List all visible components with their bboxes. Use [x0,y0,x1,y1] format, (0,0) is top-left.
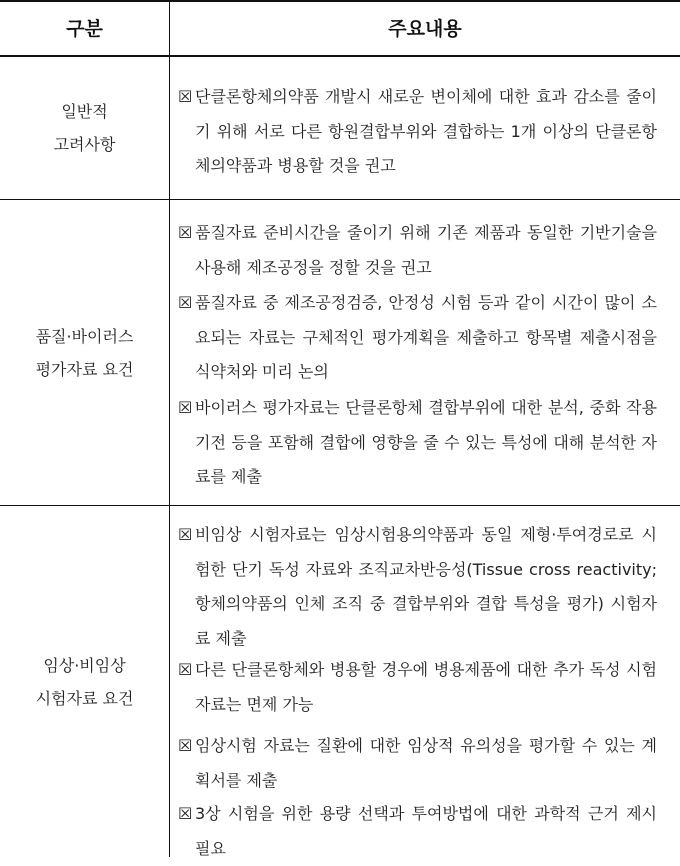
row-category-general [0,57,169,199]
header-content: 주요내용 [388,18,462,40]
column-divider [169,0,170,857]
list-item [178,391,657,495]
category-line: 시험자료 요건 [35,688,134,708]
checkbox-icon: ☒ [178,660,193,679]
list-item [178,797,657,866]
item-text: 품질자료 중 제조공정검증, 안정성 시험 등과 같이 시간이 많이 소요되는 자료는 구체적인 평가계획을 제출하고 항목별 제출시점을 식약처와 미리 논의 [195,293,657,381]
item-text: 단클론항체의약품 개발시 새로운 변이체에 대한 효과 감소를 줄이기 위해 서로 다른 항원결합부위와 결합하는 1개 이상의 단클론항체의약품과 병용할 것을 권고 [195,87,657,175]
category-line: 평가자료 요건 [35,359,134,379]
list-item [178,216,657,285]
category-line: 일반적 [61,102,108,121]
checkbox-icon: ☒ [178,293,193,312]
checkbox-icon: ☒ [178,525,193,544]
list-item [178,518,657,656]
row-category-quality-virus [0,200,169,505]
list-item [178,653,657,722]
checkbox-icon: ☒ [178,223,193,242]
checkbox-icon: ☒ [178,736,193,755]
item-text: 3상 시험을 위한 용량 선택과 투여방법에 대한 과학적 근거 제시 필요 [195,804,657,858]
list-item [178,80,657,184]
checkbox-icon: ☒ [178,87,193,106]
checkbox-icon: ☒ [178,804,193,823]
item-text: 임상시험 자료는 질환에 대한 임상적 유의성을 평가할 수 있는 계획서를 제출 [195,736,657,790]
item-text: 비임상 시험자료는 임상시험용의약품과 동일 제형·투여경로로 시험한 단기 독성 자료와 조직교차반응성(Tissue cross reactivity; 항체의약품의 인체 조직 중 결합부위와 결합 특성을 평가) 시험자료 제출 [195,525,657,648]
checkbox-icon: ☒ [178,398,193,417]
category-line: 임상·비임상 [43,655,126,675]
category-line: 고려사항 [53,135,116,154]
header-category: 구분 [66,18,103,40]
row-category-clinical [0,506,169,857]
item-text: 다른 단클론항체와 병용할 경우에 병용제품에 대한 추가 독성 시험 자료는 면제 가능 [195,660,657,714]
list-item [178,729,657,798]
category-line: 품질·바이러스 [35,326,134,346]
item-text: 품질자료 준비시간을 줄이기 위해 기존 제품과 동일한 기반기술을 사용해 제조공정을 정할 것을 권고 [195,223,657,277]
list-item [178,286,657,390]
item-text: 바이러스 평가자료는 단클론항체 결합부위에 대한 분석, 중화 작용기전 등을 포함해 결합에 영향을 줄 수 있는 특성에 대해 분석한 자료를 제출 [195,398,657,486]
